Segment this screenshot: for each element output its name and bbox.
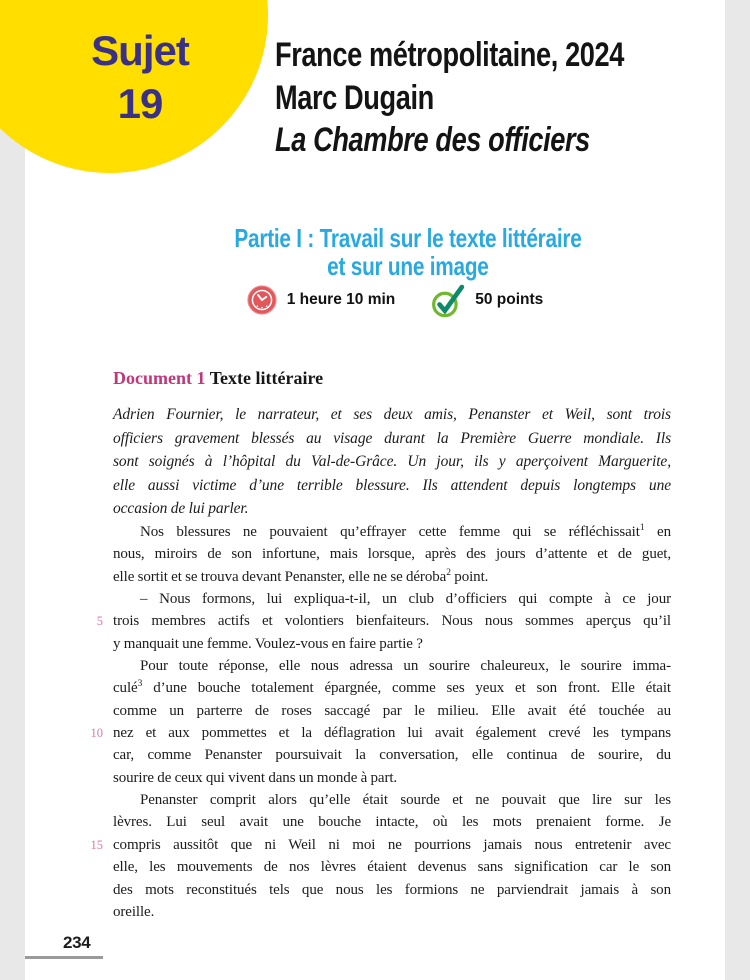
subject-word: Sujet [91,27,189,74]
line-number: 5 [96,614,103,629]
text-line: des mots reconstitués tels que nous les formions ne parviendrait jamais à son [113,881,671,898]
intro-text [113,403,671,521]
text-line: car, comme Penanster poursuivait la conversation, elle continua de sourire, du [113,747,671,764]
text-line: 15 compris aussitôt que ni Weil ni moi ne pourrions jamais nous entretenir avec [113,834,671,856]
text-line: elle sortit et se trouva devant Penanster, elle ne se déroba$^2$ point. [113,567,489,585]
text-line: nous, miroirs de son infortune, mais lorsque, après des jours d’attente et de guet, [113,546,671,563]
exam-header [275,34,723,162]
document-label: Document 1 [113,368,206,388]
points-label: 50 points [475,291,544,308]
exam-work-title: La Chambre des officiers [275,121,590,159]
section-title [58,225,750,280]
subject-number: 19 [117,80,163,127]
exam-meta-row [45,282,745,318]
text-line: lèvres. Lui seul avait une bouche intacte, où les mots prenaient forme. Je [113,814,671,831]
text-line: 5 trois membres actifs et volontiers bienfaiteurs. Nous nous sommes aperçus qu’il [113,610,671,632]
footnote-ref: 3 [137,679,143,690]
text-line: Nos blessures ne pouvaient qu’effrayer cette femme qui se réfléchissait$^1$ en [140,523,671,540]
exam-region-year: France métropolitaine, 2024 [275,36,624,74]
clock-icon [247,285,277,315]
exam-author: Marc Dugain [275,78,434,117]
document-title: Texte littéraire [209,368,324,388]
text-line: elle, les mouvements de nos lèvres étaient devenus sans signification car le son [113,859,671,876]
footnote-ref: 2 [446,567,451,578]
text-line: occasion de lui parler. [113,500,249,517]
text-line: Penanster comprit alors qu’elle était sourde et ne pouvait que lire sur les [140,792,671,809]
section-title-line2: et sur une image [327,250,489,281]
body-text [90,521,671,923]
page-number: 234 [63,933,91,952]
text-line: officiers gravement blessés au visage durant la Première Guerre mondiale. Ils [113,429,671,447]
text-line: sont soignés à l’hôpital du Val-de-Grâce. Un jour, ils y aperçoivent Marguerite, [113,453,671,470]
line-number: 10 [90,726,103,741]
footnote-ref: 1 [639,523,645,533]
line-number: 15 [90,837,103,852]
footer-rule [25,956,103,959]
text-line: elle aussi victime d’une terrible blessure. Ils attendent depuis longtemps une [113,476,671,494]
text-line: y manquait une femme. Voulez-vous en faire partie ? [113,635,423,652]
text-line: – Nous formons, lui expliqua-t-il, un club d’officiers qui compte à ce jour [140,591,671,608]
text-line: comme un parterre de roses saccagé par le milieu. Elle avait été touchée au [113,702,671,719]
check-icon [431,282,465,318]
text-line: 10 nez et aux pommettes et la déflagration lui avait également crevé les tympans [113,722,671,744]
book-page [25,0,725,980]
duration-label: 1 heure 10 min [286,291,396,308]
subject-badge-label [55,24,225,130]
text-line: sourire de ceux qui vivent dans un monde à part. [113,769,398,786]
section-title-line1: Partie I : Travail sur le texte littéraire [234,223,582,253]
document-heading [113,368,673,389]
text-line: culé$^3$ d’une bouche totalement épargnée, comme ses yeux et son front. Elle était [113,679,671,697]
text-line: oreille. [113,903,155,920]
text-line: Pour toute réponse, elle nous adressa un sourire chaleureux, le sourire imma- [140,658,671,675]
text-line: Adrien Fournier, le narrateur, et ses deux amis, Penanster et Weil, sont trois [113,406,671,423]
